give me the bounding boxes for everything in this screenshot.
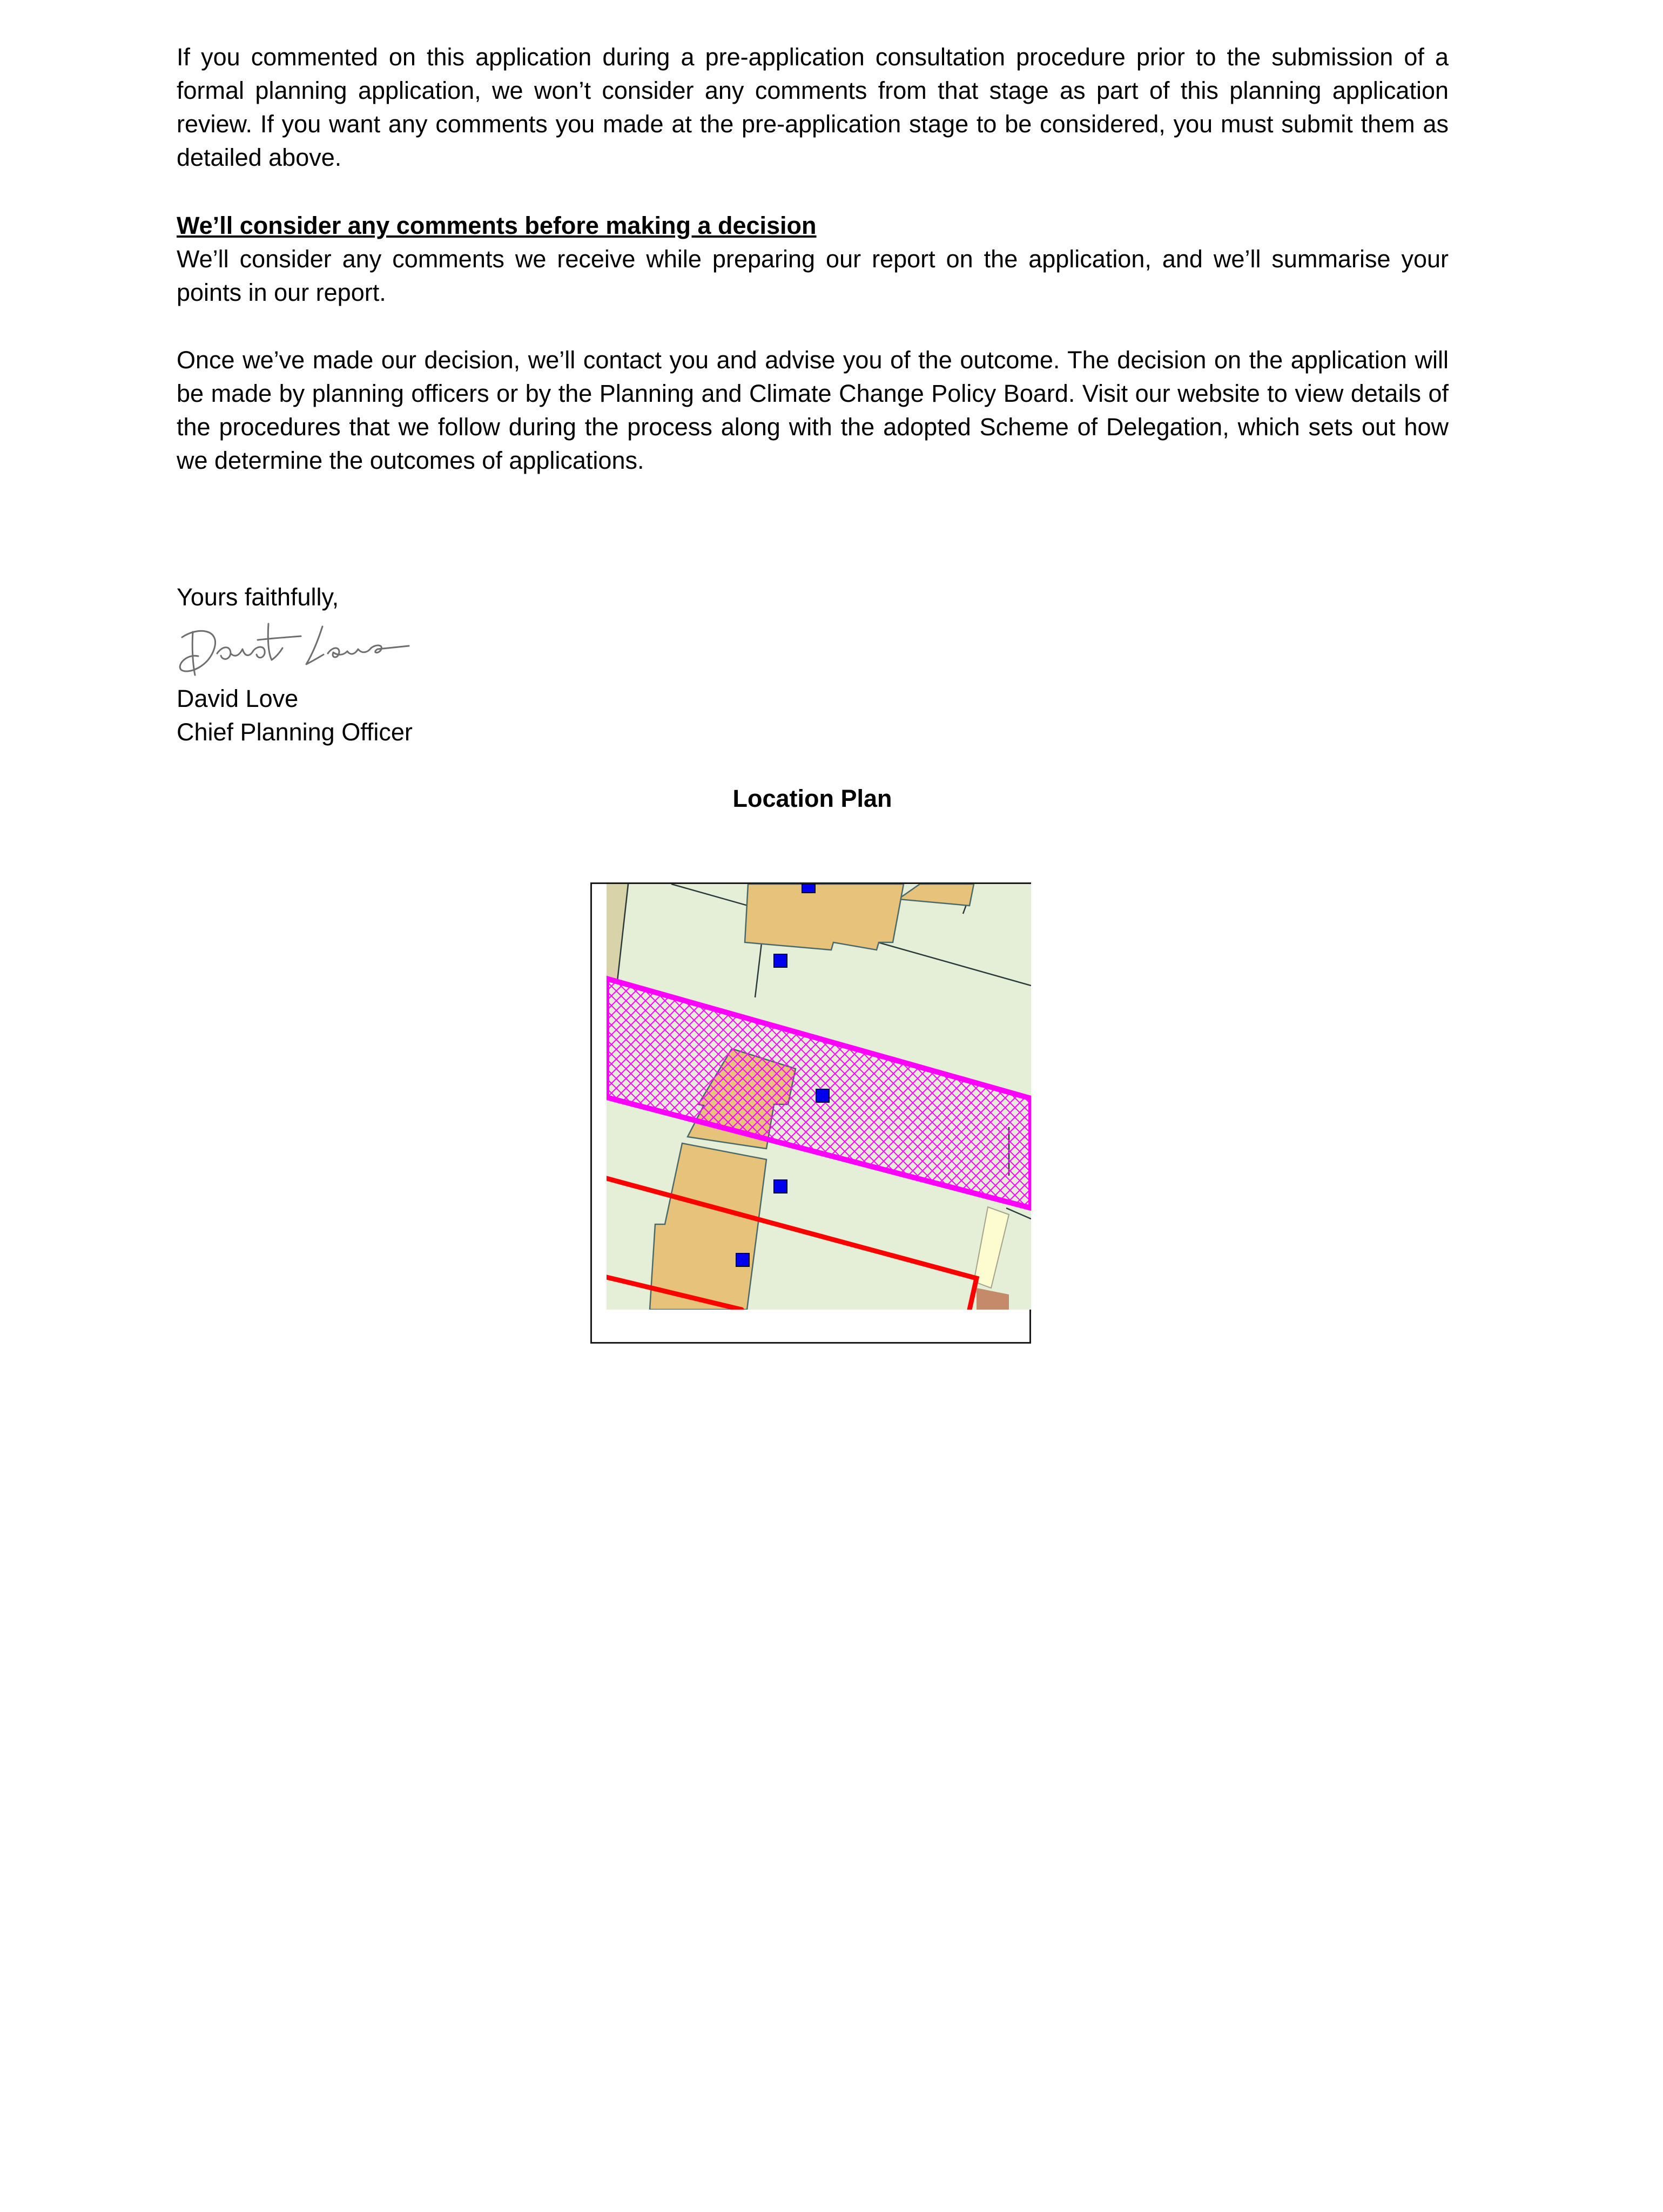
map-marker [774, 1180, 787, 1193]
map-marker [736, 1253, 749, 1266]
paragraph-text: Once we’ve made our decision, we’ll contact you and advise you of the outcome. The decision on the application will be made by planning officers or by the Planning and Climate Change Policy Board. Visit our website to view details of the procedures that we follow during the process along with the adopted Scheme of Delegation, which sets out how we determine the outcomes of applications. [177, 346, 1449, 474]
closing-salutation: Yours faithfully, [177, 583, 339, 611]
section-heading: We’ll consider any comments before making a decision [177, 212, 817, 239]
paragraph-decision-outcome [177, 343, 1449, 477]
signer-title: Chief Planning Officer [177, 718, 413, 746]
paragraph-text: If you commented on this application during a pre-application consultation procedure prior to the submission of a formal planning application, we won’t consider any comments from that stage as part of this planning application review. If you want any comments you made at the pre-application stage to be considered, you must submit them as detailed above. [177, 43, 1449, 171]
location-plan-title: Location Plan [732, 785, 892, 812]
map-marker [802, 884, 815, 893]
handwritten-signature [177, 616, 414, 683]
paragraph-consider-comments [177, 242, 1449, 309]
location-plan-drawing [607, 884, 1031, 1310]
map-marker [774, 954, 787, 967]
map-building [745, 884, 904, 950]
paragraph-text: We’ll consider any comments we receive while preparing our report on the application, and we’ll summarise your points in our report. [177, 245, 1449, 306]
location-plan-map [590, 882, 1031, 1344]
paragraph-pre-application-comments [177, 41, 1449, 174]
map-marker [816, 1089, 829, 1102]
signer-name: David Love [177, 685, 299, 712]
